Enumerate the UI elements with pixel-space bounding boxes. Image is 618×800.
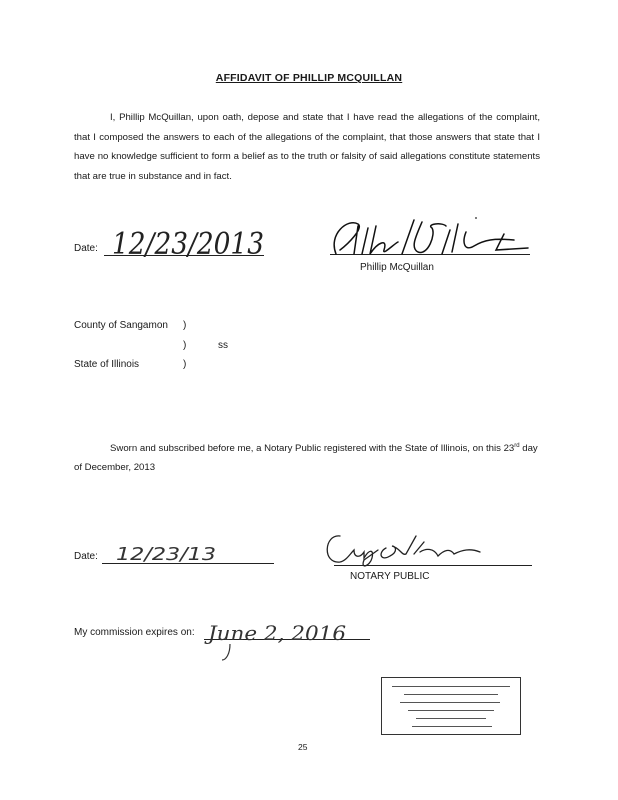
- seal-line-6: [412, 726, 492, 727]
- notary-day-suffix: rd: [514, 443, 520, 449]
- page-number: 25: [298, 742, 308, 752]
- handwritten-date-text: 12/23/2013: [112, 227, 264, 262]
- seal-line-1: [392, 686, 510, 687]
- county-label: County of Sangamon: [74, 320, 168, 331]
- notary-seal: [381, 677, 521, 735]
- state-label: State of Illinois: [74, 359, 140, 370]
- date-label: Date:: [74, 243, 98, 254]
- venue-paren-1: ): [183, 320, 187, 331]
- ss-label: ss: [218, 340, 228, 351]
- signature-phillip-mcquillan: [318, 214, 538, 260]
- document-title: AFFIDAVIT OF PHILLIP MCQUILLAN: [215, 72, 403, 84]
- commission-label: My commission expires on:: [74, 627, 195, 638]
- handwritten-commission-date: [203, 614, 366, 664]
- affidavit-statement: I, Phillip McQuillan, upon oath, depose and state that I have read the allegations of the complaint, that I composed the answers to each of the allegations of the complaint, that those answers that state that I have no knowledge sufficient to form a belief as to the truth or falsity of said allegations constitute statements that are true in substance and in fact.: [74, 112, 540, 182]
- seal-line-4: [408, 710, 494, 711]
- notary-date-label: Date:: [74, 551, 98, 562]
- notary-statement: [74, 437, 540, 477]
- notary-day-rest: day of December, 2013: [74, 443, 538, 474]
- notary-public-label: NOTARY PUBLIC: [350, 571, 430, 582]
- seal-line-2: [404, 694, 498, 695]
- seal-line-5: [416, 718, 486, 719]
- venue-paren-2: ): [183, 340, 187, 351]
- handwritten-notary-date: [112, 534, 222, 566]
- seal-line-3: [400, 702, 500, 703]
- signer-name: Phillip McQuillan: [360, 262, 434, 273]
- notary-day-prefix: this 23: [485, 443, 515, 455]
- venue-paren-3: ): [183, 359, 187, 370]
- handwritten-commission-text: June 2, 2016: [203, 621, 347, 645]
- handwritten-date: [108, 224, 268, 260]
- sworn-text: Sworn and subscribed before me, a Notary Public registered with the State of Illinois, on: [110, 443, 484, 455]
- handwritten-notary-date-text: 12/23/13: [116, 544, 216, 565]
- notary-signature: [320, 526, 490, 570]
